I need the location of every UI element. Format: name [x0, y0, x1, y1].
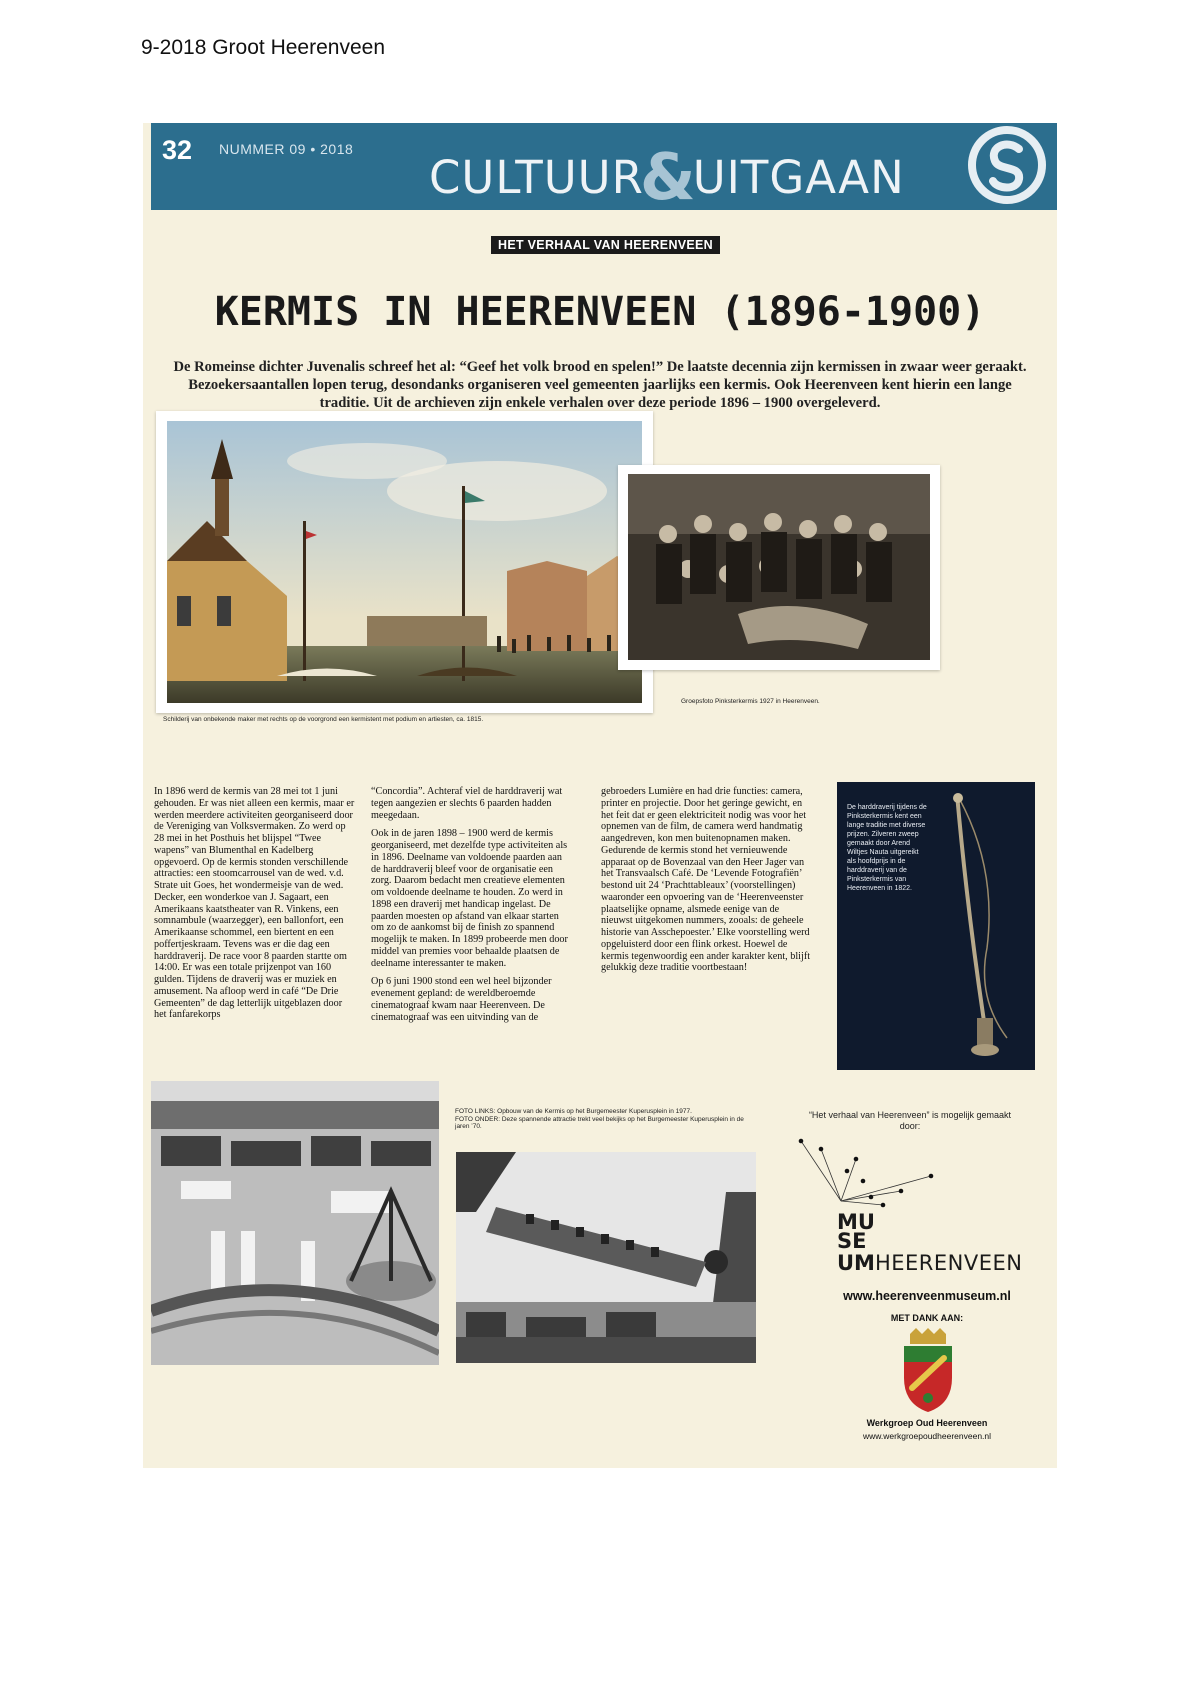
column-1-paragraph-1: In 1896 werd de kermis van 28 mei tot 1 juni gehouden. Er was niet alleen een kermis, maar er werden meerdere activiteiten georganiseerd door de Vereniging van Volksvermaken. Zo werd op 28 mei in het Posthuis het blijspel “Twee wapens” van Blumenthal en Kadelberg opgevoerd. Op de kermis stonden verschillende attracties: een stoomcarrousel van de wed. v.d. Strate uit Goes, het wondermeisje van de wed. Decker, een wonderkoe van J. Sagaart, een Amerikaans kaatstheater van R. Vinkens, een somnambule (waarzegger), een ballonfort, een Amerikaanse schommel, een biertent en een poffertjeskraam. Tevens was er die dag een harddraverij. De race voor 8 paarden startte om 14:00. Er was een totale prijzenpot van 160 gulden. Tijdens de draverij was er muziek en amusement. Na afloop werd in café “De Drie Gemeenten” de dag letterlijk uitgeblazen door het fanfarekorps [154, 786, 355, 1021]
section-title-amp: & [639, 141, 697, 215]
column-2-paragraph-2: Ook in de jaren 1898 – 1900 werd de kermis georganiseerd, met dezelfde type activiteiten als in 1896. Deelname van voldoende paarden aan de harddraverij bleef voor de organisatie een zorg. Daarom bedacht men creatieve elementen om voldoende deelname te houden. Zo werd in 1898 een draverij met handicap ingelast. De paarden moesten op afstand van elkaar starten om zo de aankomst bij de finish zo spannend mogelijk te maken. In 1899 probeerde men door middel van premies voor behaalde plaatsen de deelname interessanter te maken. [371, 828, 568, 969]
article-lead: De Romeinse dichter Juvenalis schreef het al: “Geef het volk brood en spelen!” De laatste decennia zijn kermissen in zwaar weer geraakt. Bezoekersaantallen lopen terug, desondanks organiseren veel gemeenten jaarlijks een kermis. Ook Heerenveen kent hierin een lange traditie. Uit de archieven zijn enkele verhalen over deze periode 1896 – 1900 overgeleverd. [173, 359, 1027, 411]
thanks-label: MET DANK AAN: [890, 1313, 964, 1323]
photo-caption-1: FOTO LINKS: Opbouw van de Kermis op het Burgemeester Kuperusplein in 1977. [455, 1108, 692, 1115]
kicker-label: HET VERHAAL VAN HEERENVEEN [491, 236, 720, 254]
article-column-1 [154, 786, 356, 1028]
painting-caption: Schilderij van onbekende maker met rechts op de voorgrond een kermistent met podium en artiesten, ca. 1815. [163, 716, 484, 723]
credits-intro: “Het verhaal van Heerenveen” is mogelijk gemaakt door: [808, 1110, 1012, 1131]
group-caption: Groepsfoto Pinksterkermis 1927 in Heerenveen. [681, 698, 820, 705]
sidebar-text: De harddraverij tijdens de Pinksterkermis kent een lange traditie met diverse prijzen. Zilveren zweep gemaakt door Arend Wiltjes Nauta uitgereikt als hoofdprijs in de harddraverij van de Pinksterkermis van Heerenveen in 1822. [847, 804, 927, 892]
page-number: 32 [162, 135, 193, 165]
issue-label: NUMMER 09 • 2018 [219, 141, 354, 157]
section-title [429, 141, 905, 215]
article-title: KERMIS IN HEERENVEEN (1896-1900) [214, 289, 986, 335]
group-photo-image [628, 474, 930, 660]
museum-logo-name: HEERENVEEN [874, 1251, 1023, 1275]
column-3-paragraph-1: gebroeders Lumière en had drie functies: camera, printer en projectie. Door het geringe gewicht, en het feit dat er geen elektriciteit nodig was voor het opnemen van de film, de camera werd handmatig aangedreven, kon men buitenopnamen maken. Gedurende de kermis stond het vernieuwende apparaat op de Bovenzaal van den Heer Jager van het Transvaalsch Café. De ‘Levende Fotografiën’ bestond uit 24 ‘Prachttableaux’ (voorstellingen) waaronder een opvoering van de ‘Heerenveenster plaatselijke opname, alsmede eenige van de nieuwst uitgekomen nummers, zooals: de geheele historie van Asschepoester.’ Elke voorstelling werd opgeluisterd door een flink orkest. Hoewel de kermis tegenwoordig een ander karakter kent, blijft gelukkig deze traditie voortbestaan! [601, 786, 811, 974]
werkgroep-url[interactable]: www.werkgroepoudheerenveen.nl [862, 1431, 992, 1441]
painting-photo [156, 411, 653, 713]
museum-logo-line3 [837, 1251, 1023, 1275]
column-2-paragraph-1: “Concordia”. Achteraf viel de harddraverij wat tegen aangezien er slechts 6 paarden hadden meegedaan. [371, 786, 563, 821]
werkgroep-name: Werkgroep Oud Heerenveen [866, 1418, 988, 1428]
museum-url[interactable]: www.heerenveenmuseum.nl [843, 1289, 1011, 1303]
section-title-right: UITGAAN [692, 151, 905, 204]
museum-logo-um: UM [837, 1251, 875, 1275]
photo-caption-2: FOTO ONDER: Deze spannende attractie trekt veel bekijks op het Burgemeester Kuperusplein in de jaren ’70. [455, 1116, 744, 1130]
sidebar-box [837, 782, 1035, 1070]
werkgroep-crest-icon [898, 1328, 958, 1414]
magazine-page [143, 123, 1057, 1468]
kermis-ride-photo [456, 1152, 756, 1363]
document-header: 9-2018 Groot Heerenveen [141, 36, 385, 59]
silver-whip-icon [937, 788, 1027, 1064]
column-2-paragraph-3: Op 6 juni 1900 stond een wel heel bijzonder evenement gepland: de wereldberoemde cinematograaf kwam naar Heerenveen. De cinematograaf was een uitvinding van de [371, 976, 552, 1023]
museum-logo [837, 1210, 1023, 1275]
article-column-2 [371, 786, 571, 1030]
group-photo [618, 465, 940, 670]
article-column-3 [601, 786, 811, 981]
museum-logo-icon [791, 1131, 951, 1211]
section-title-left: CULTUUR [429, 151, 644, 204]
section-banner [151, 123, 1057, 215]
courant-logo-icon [967, 125, 1047, 205]
painting-image [167, 421, 642, 703]
museum-logo-mu: MU [837, 1210, 875, 1234]
museum-logo-se: SE [837, 1229, 867, 1253]
kermis-aerial-photo [151, 1081, 439, 1365]
